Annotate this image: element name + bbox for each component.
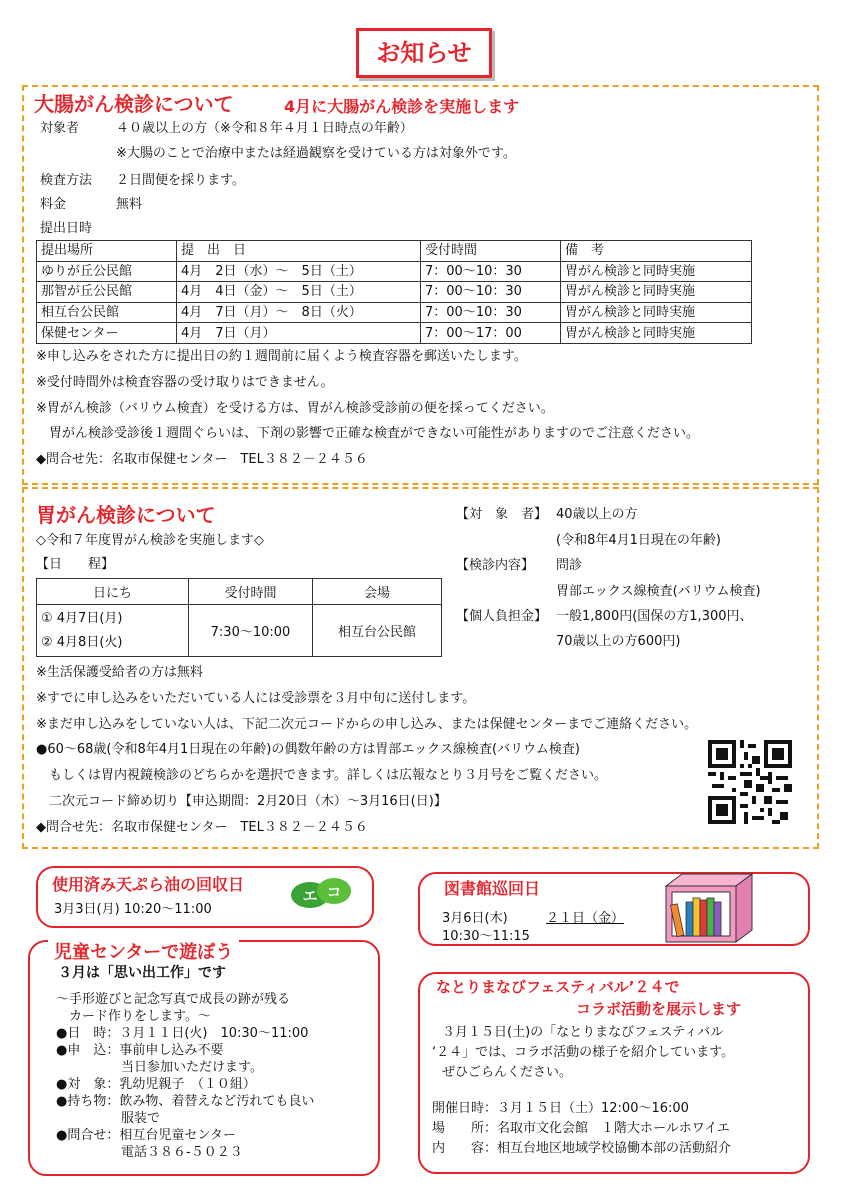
page-title-box xyxy=(356,28,492,78)
library-time: 10:30～11:15 xyxy=(442,929,530,944)
table-row xyxy=(37,323,752,344)
table-row xyxy=(37,302,752,323)
festival-line: ３月１５日(土)の「なとりまなびフェスティバル xyxy=(442,1025,724,1040)
table-cell: 胃がん検診と同時実施 xyxy=(561,282,752,303)
table-header-cell: 提 出 日 xyxy=(177,241,421,262)
festival-line: ぜひごらんください。 xyxy=(442,1065,573,1080)
colon-note: ※胃がん検診（バリウム検査）を受ける方は、胃がん検診受診前の便を採ってください。 xyxy=(36,401,554,416)
stomach-schedule-table xyxy=(36,578,442,657)
stomach-contact: ◆問合せ先：名取市保健センター TEL３８２－２４５６ xyxy=(36,820,368,835)
table-cell: 7：00～17：00 xyxy=(421,323,561,344)
oil-collection-date: 3月3日(月) 10:20～11:00 xyxy=(54,902,212,917)
stomach-target-value: 40歳以上の方 xyxy=(556,507,638,522)
table-header-cell: 備 考 xyxy=(561,241,752,262)
stomach-target-note: (令和8年4月1日現在の年齢) xyxy=(556,533,721,548)
stomach-fee-label: 【個人負担金】 xyxy=(456,609,548,624)
children-line: ●申 込：事前申し込み不要 xyxy=(56,1043,224,1058)
festival-title-2: コラボ活動を展示します xyxy=(570,998,747,1019)
table-cell: 7：00～10：30 xyxy=(421,261,561,282)
table-cell: 胃がん検診と同時実施 xyxy=(561,323,752,344)
table-header-cell: 提出場所 xyxy=(37,241,177,262)
festival-title-1: なとりまなびフェスティバル’２４で xyxy=(430,976,685,997)
stomach-note: ※生活保護受給者の方は無料 xyxy=(36,665,203,680)
table-cell-dates xyxy=(37,605,189,657)
stomach-note: 二次元コード締め切り【申込期間：2月20日（木）～3月16日(日)】 xyxy=(36,794,447,809)
stomach-content-label: 【検診内容】 xyxy=(456,558,535,573)
children-line: 服装で xyxy=(56,1111,161,1126)
table-header-cell: 日にち xyxy=(37,579,189,605)
stomach-note: ※すでに申し込みをいただいている人には受診票を３月中旬に送付します。 xyxy=(36,691,476,706)
table-header-row xyxy=(37,241,752,262)
stomach-date: ① 4月7日(月) xyxy=(41,610,123,626)
children-line: 電話３８６-５０２３ xyxy=(56,1145,243,1160)
colon-note: ※申し込みをされた方に提出日の約１週間前に届くよう検査容器を郵送いたします。 xyxy=(36,349,527,364)
colon-schedule-table xyxy=(36,240,752,344)
festival-line: ‘２４」では、コラボ活動の様子を紹介しています。 xyxy=(432,1045,735,1060)
stomach-content-note: 胃部エックス線検査(バリウム検査) xyxy=(556,584,761,599)
children-line: ●問合せ：相互台児童センター xyxy=(56,1128,236,1143)
table-cell: 4月 7日（月） xyxy=(177,323,421,344)
festival-info: 内 容：相互台地区地域学校協働本部の活動紹介 xyxy=(432,1141,732,1156)
table-cell: 7：00～10：30 xyxy=(421,302,561,323)
children-line: 当日参加いただけます。 xyxy=(56,1060,263,1075)
colon-title: 大腸がん検診について xyxy=(34,92,234,116)
colon-target-label: 対象者 xyxy=(40,121,80,136)
library-date-a: 3月6日(木) xyxy=(442,911,508,926)
colon-target-value: ４０歳以上の方（※令和８年４月１日時点の年齢） xyxy=(116,121,413,136)
children-line: ●対 象：乳幼児親子 （１０組） xyxy=(56,1077,256,1092)
colon-fee-label: 料金 xyxy=(40,197,67,212)
table-cell: 胃がん検診と同時実施 xyxy=(561,261,752,282)
children-line: ～手形遊びと記念写真で成長の跡が残る xyxy=(56,992,291,1007)
table-header-cell: 受付時間 xyxy=(421,241,561,262)
library-title: 図書館巡回日 xyxy=(438,876,546,899)
eco-label-2: コ xyxy=(326,883,342,901)
table-cell: 那智が丘公民館 xyxy=(37,282,177,303)
table-header-row xyxy=(37,579,442,605)
table-cell: 7:30～10:00 xyxy=(189,605,313,657)
library-date-b: ２１日（金） xyxy=(546,911,625,926)
colon-contact: ◆問合せ先：名取市保健センター TEL３８２－２４５６ xyxy=(36,452,368,467)
oil-collection-title: 使用済み天ぷら油の回収日 xyxy=(46,872,250,895)
stomach-date: ② 4月8日(火) xyxy=(41,634,123,650)
page-title: お知らせ xyxy=(376,39,472,67)
table-cell: 保健センター xyxy=(37,323,177,344)
stomach-subtitle: ◇令和７年度胃がん検診を実施します◇ xyxy=(36,533,264,548)
colon-target-note: ※大腸のことで治療中または経過観察を受けている方は対象外です。 xyxy=(116,146,516,161)
table-header-cell: 会場 xyxy=(313,579,442,605)
children-center-subtitle: ３月は「思い出工作」です xyxy=(58,965,226,981)
stomach-fee-value: 一般1,800円(国保の方1,300円、 xyxy=(556,609,753,624)
stomach-note: ●60～68歳(令和8年4月1日現在の年齢)の偶数年齢の方は胃部エックス線検査(バリウム検査) xyxy=(36,742,581,757)
table-cell: 胃がん検診と同時実施 xyxy=(561,302,752,323)
table-cell: 相互台公民館 xyxy=(37,302,177,323)
table-cell: ゆりが丘公民館 xyxy=(37,261,177,282)
eco-label-1: エ xyxy=(302,887,318,905)
children-line: ●日 時：３月１１日(火) 10:30～11:00 xyxy=(56,1026,309,1041)
eco-leaf-icon xyxy=(290,876,352,910)
table-cell: 相互台公民館 xyxy=(313,605,442,657)
table-cell: 7：00～10：30 xyxy=(421,282,561,303)
table-cell: 4月 2日（水）～ 5日（土） xyxy=(177,261,421,282)
table-row xyxy=(37,282,752,303)
qr-code[interactable] xyxy=(708,740,792,824)
table-header-cell: 受付時間 xyxy=(189,579,313,605)
table-cell: 4月 4日（金）～ 5日（土） xyxy=(177,282,421,303)
bookshelf-icon xyxy=(662,872,754,944)
colon-fee-value: 無料 xyxy=(116,197,143,212)
festival-info: 場 所：名取市文化会館 １階大ホールホワイエ xyxy=(432,1121,730,1136)
colon-schedule-label: 提出日時 xyxy=(40,221,93,236)
stomach-note: もしくは胃内視鏡検診のどちらかを選択できます。詳しくは広報なとり３月号をご覧ください。 xyxy=(36,768,607,783)
colon-subtitle: 4月に大腸がん検診を実施します xyxy=(284,97,520,116)
stomach-fee-note: 70歳以上の方600円) xyxy=(556,634,681,649)
children-line: ●持ち物：飲み物、着替えなど汚れても良い xyxy=(56,1094,315,1109)
colon-method-label: 検査方法 xyxy=(40,173,93,188)
colon-note: ※受付時間外は検査容器の受け取りはできません。 xyxy=(36,375,334,390)
table-row xyxy=(37,605,442,657)
colon-method-value: ２日間便を採ります。 xyxy=(116,173,245,188)
children-line: カード作りをします。～ xyxy=(56,1009,211,1024)
table-cell: 4月 7日（月）～ 8日（火） xyxy=(177,302,421,323)
colon-note: 胃がん検診受診後１週間ぐらいは、下剤の影響で正確な検査ができない可能性がありますのでご注意ください。 xyxy=(36,426,700,441)
table-row xyxy=(37,261,752,282)
stomach-note: ※まだ申し込みをしていない人は、下記二次元コードからの申し込み、または保健センターまでご連絡ください。 xyxy=(36,717,698,732)
children-center-title: 児童センターで遊ぼう xyxy=(48,938,239,964)
stomach-schedule-label: 【日 程】 xyxy=(36,557,115,572)
festival-info: 開催日時：３月１５日（土）12:00～16:00 xyxy=(432,1101,689,1116)
stomach-target-label: 【対 象 者】 xyxy=(456,507,548,522)
stomach-title: 胃がん検診について xyxy=(36,503,216,527)
stomach-content-value: 問診 xyxy=(556,558,583,573)
